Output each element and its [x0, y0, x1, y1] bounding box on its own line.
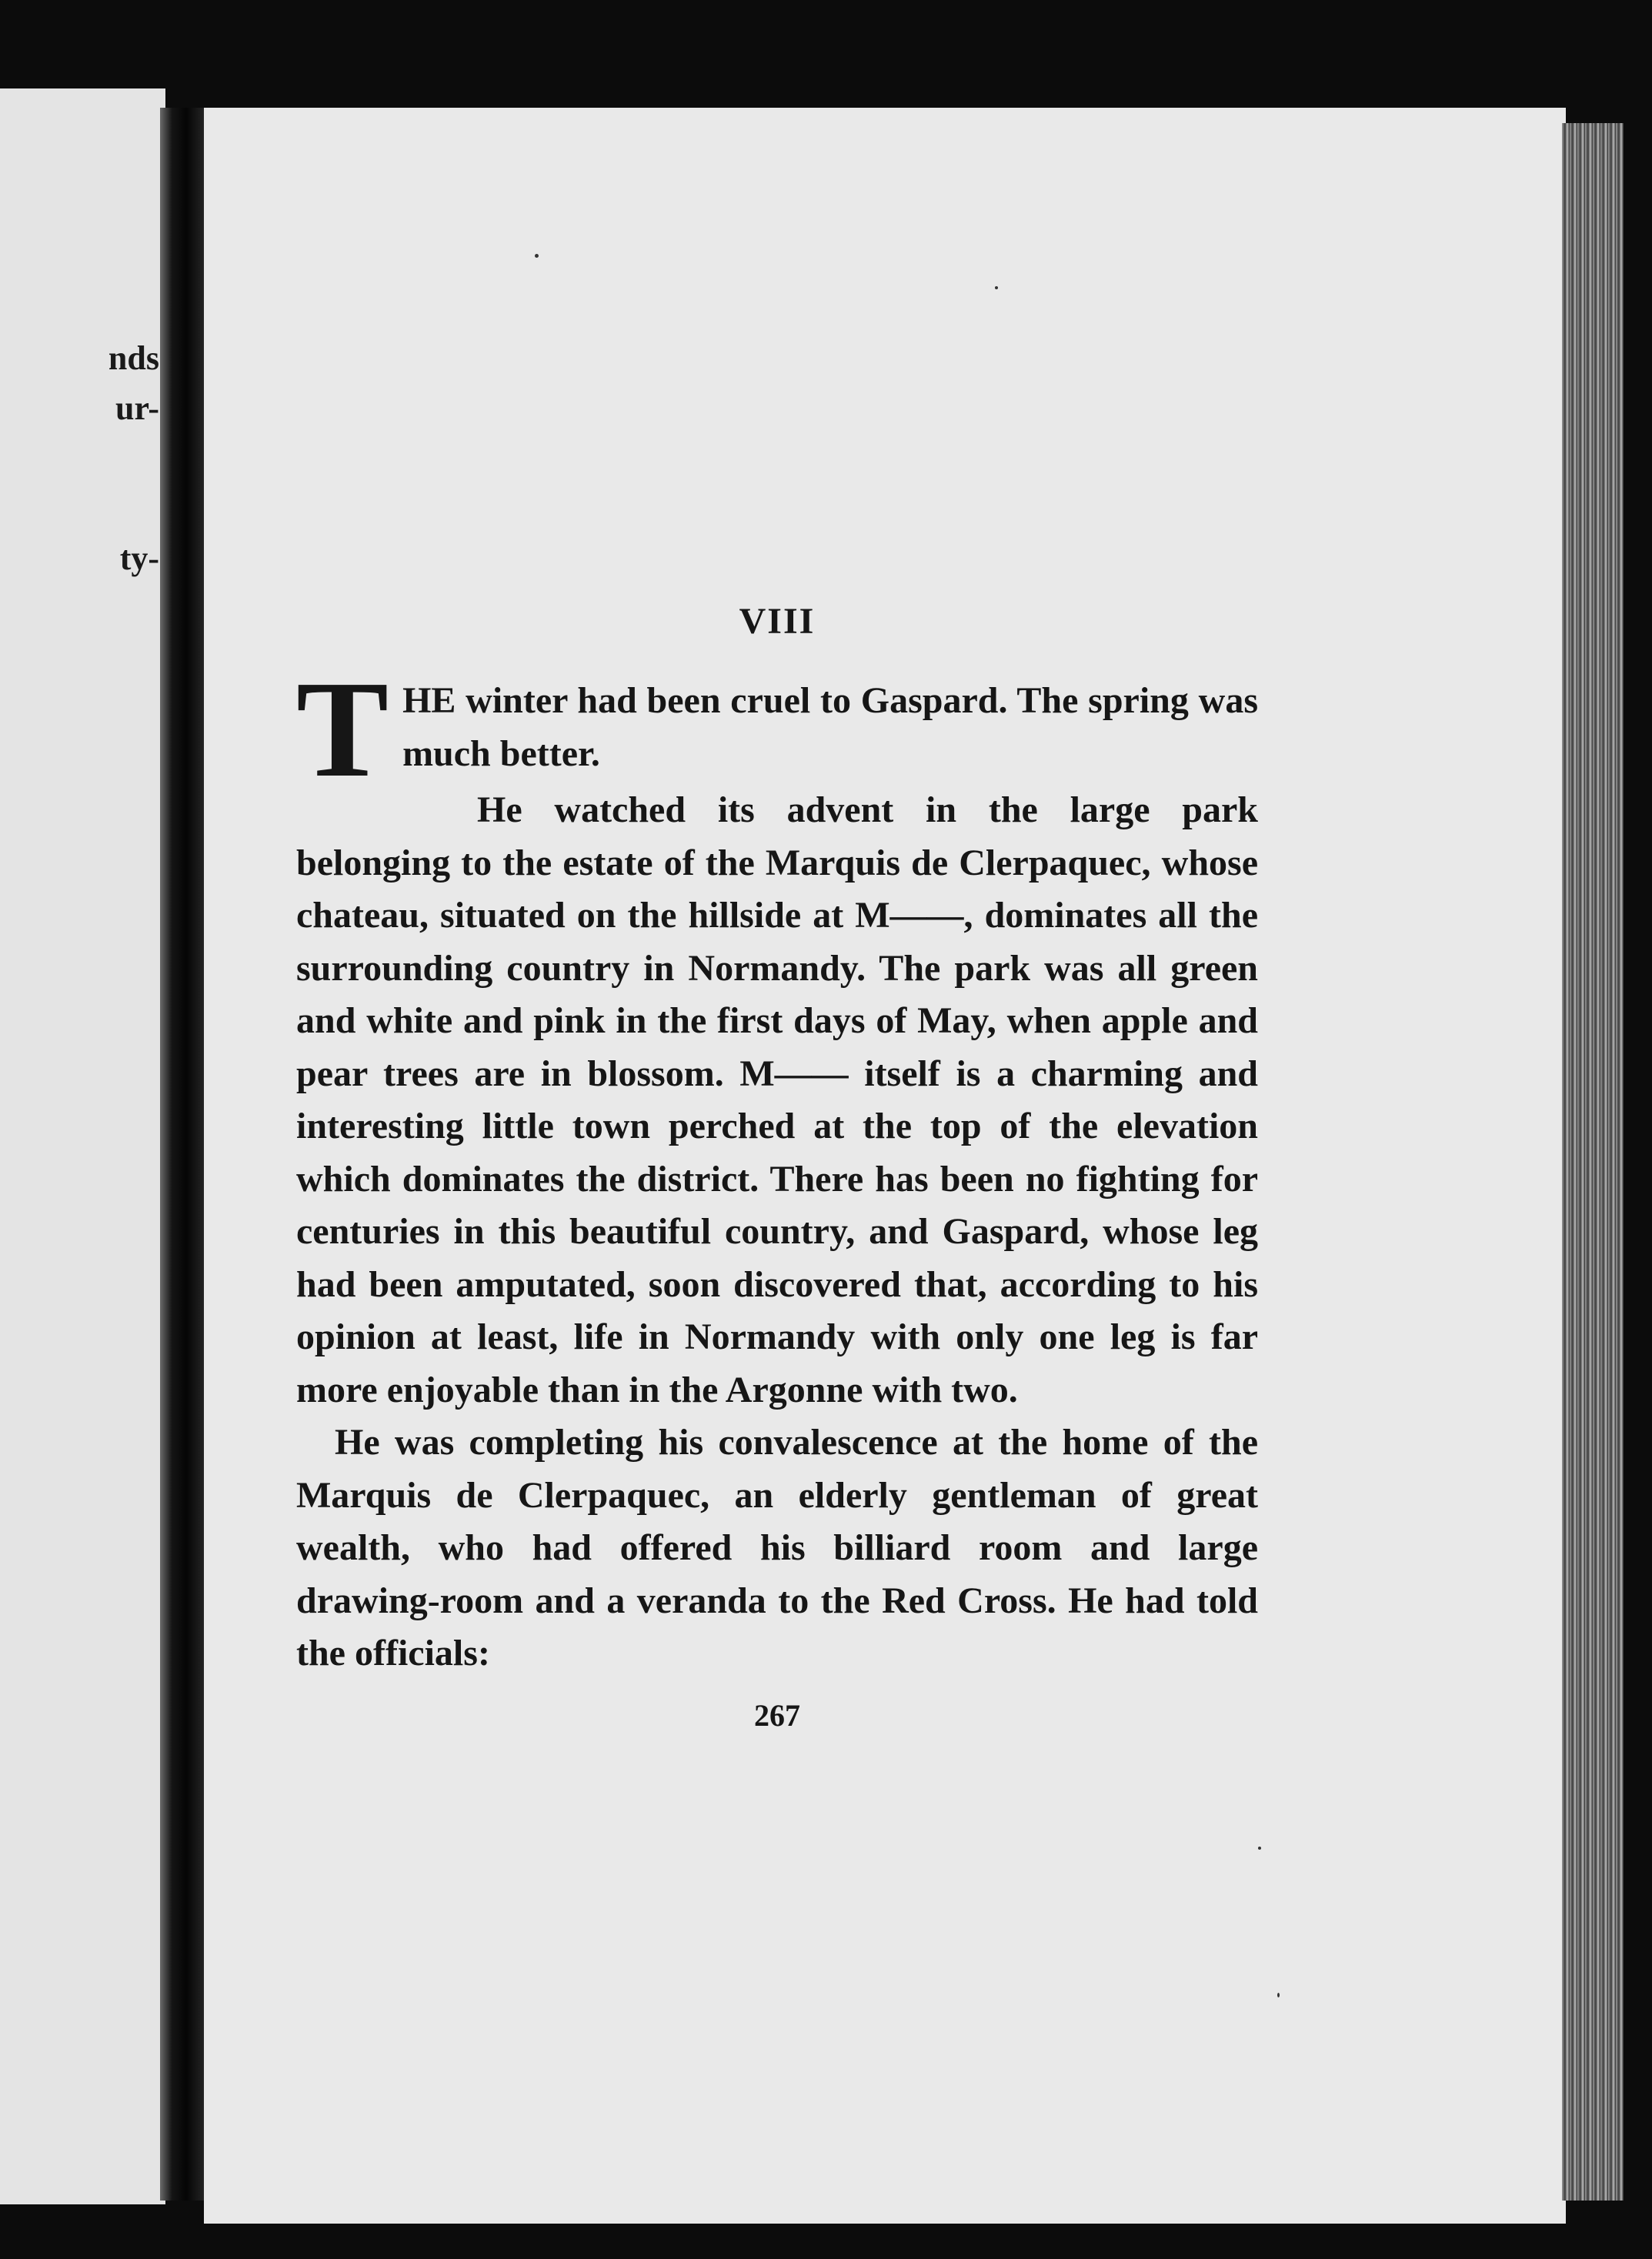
- left-page-fragment: nds: [108, 339, 159, 377]
- paragraph-text: HE winter had been cruel to Gaspard. The spring was much better.: [402, 680, 1258, 774]
- paragraph-text: He was completing his convalescence at the home of the Marquis de Clerpaquec, an elderly gentleman of great wealth, who had offered his billiard room and large drawing-room and a veranda to the Red Cross. He had told the officials:: [296, 1422, 1258, 1673]
- paragraph: [296, 1416, 1258, 1680]
- paper-speck: [1258, 1847, 1261, 1850]
- chapter-title: VIII: [739, 601, 816, 642]
- right-page: [204, 108, 1566, 2224]
- paper-speck: [535, 254, 539, 258]
- paper-speck: [995, 286, 998, 289]
- paper-speck: [1277, 1993, 1280, 1997]
- book-gutter: [160, 108, 208, 2201]
- left-page-fragment: ur-: [115, 389, 159, 427]
- paragraph: [296, 784, 1258, 1416]
- page-edges: [1562, 123, 1624, 2201]
- paragraph-text: He watched its advent in the large park belonging to the estate of the Marquis de Clerpaquec, whose chateau, situated on the hillside at M——, dominates all the surrounding country in Normandy. The park was all green and white and pink in the first days of May, when apple and pear trees are in blossom. M—— itself is a charming and interesting little town perched at the top of the elevation which dominates the district. There has been no fighting for centuries in this beautiful country, and Gaspard, whose leg had been amputated, soon discovered that, according to his opinion at least, life in Normandy with only one leg is far more enjoyable than in the Argonne with two.: [296, 789, 1258, 1410]
- left-page-edge: [0, 88, 165, 2204]
- paragraph-opening: [296, 652, 1258, 806]
- drop-cap: T: [296, 652, 389, 806]
- left-page-fragment: ty-: [119, 539, 159, 577]
- page-text-block: [296, 600, 1258, 1733]
- page-number: 267: [754, 1697, 800, 1733]
